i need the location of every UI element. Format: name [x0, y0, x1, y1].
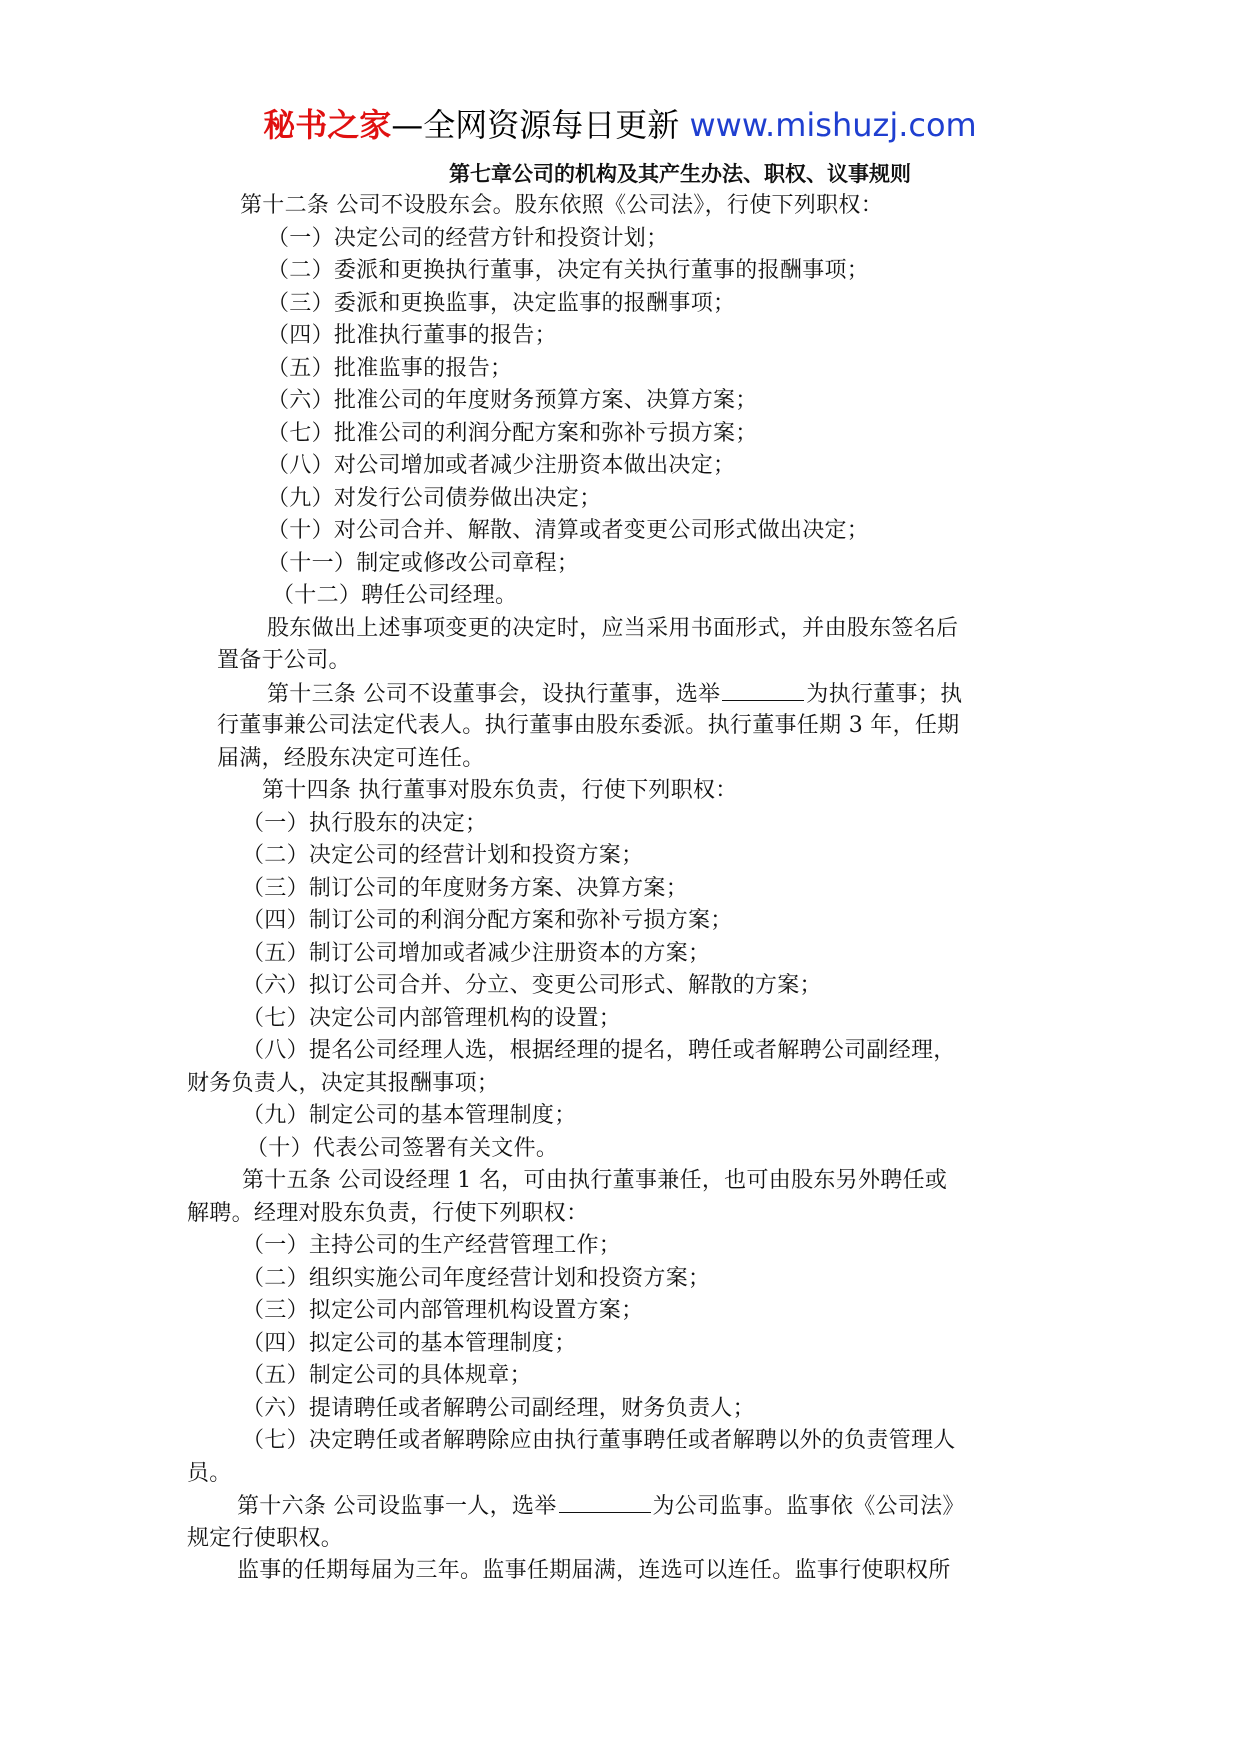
list-item: （八）对公司增加或者减少注册资本做出决定；	[267, 453, 736, 478]
list-item: （五）制订公司增加或者减少注册资本的方案；	[242, 941, 711, 966]
list-item: （一）执行股东的决定；	[242, 811, 488, 836]
list-item: （五）批准监事的报告；	[267, 356, 513, 381]
list-item: （八）提名公司经理人选，根据经理的提名，聘任或者解聘公司副经理，	[242, 1038, 956, 1063]
list-item: （十）代表公司签署有关文件。	[246, 1136, 559, 1161]
list-item: （二）决定公司的经营计划和投资方案；	[242, 843, 644, 868]
elected-supervisor-blank	[559, 1490, 651, 1513]
chapter-title: 第七章公司的机构及其产生办法、职权、议事规则	[449, 162, 911, 186]
elected-director-blank	[722, 678, 804, 701]
list-item: （六）批准公司的年度财务预算方案、决算方案；	[267, 388, 758, 413]
paragraph-line: 股东做出上述事项变更的决定时，应当采用书面形式，并由股东签名后	[267, 616, 959, 641]
article-13-heading	[267, 678, 962, 711]
list-item: （四）批准执行董事的报告；	[267, 323, 557, 348]
paragraph-line: 置备于公司。	[217, 648, 351, 673]
site-header	[0, 103, 1240, 147]
list-item: （四）拟定公司的基本管理制度；	[242, 1331, 577, 1356]
article-13-text-after-blank: 为执行董事；执	[806, 682, 963, 707]
site-url-link[interactable]: www.mishuzj.com	[689, 106, 977, 144]
article-16-text-after-blank: 为公司监事。监事依《公司法》	[652, 1494, 965, 1519]
paragraph-line: 监事的任期每届为三年。监事任期届满，连选可以连任。监事行使职权所	[237, 1558, 951, 1583]
article-13-text-before-blank: 第十三条 公司不设董事会，设执行董事，选举	[267, 682, 721, 707]
paragraph-line: 解聘。经理对股东负责，行使下列职权：	[187, 1201, 589, 1226]
list-item: （一）主持公司的生产经营管理工作；	[242, 1233, 622, 1258]
list-item: （三）制订公司的年度财务方案、决算方案；	[242, 876, 689, 901]
list-item: （三）委派和更换监事，决定监事的报酬事项；	[267, 291, 736, 316]
site-tagline: —全网资源每日更新	[391, 106, 680, 144]
list-item: （一）决定公司的经营方针和投资计划；	[267, 226, 669, 251]
list-item: （六）拟订公司合并、分立、变更公司形式、解散的方案；	[242, 973, 822, 998]
article-12-heading: 第十二条 公司不设股东会。股东依照《公司法》，行使下列职权：	[240, 193, 883, 218]
paragraph-line: 员。	[187, 1461, 232, 1486]
paragraph-line: 财务负责人，决定其报酬事项；	[187, 1071, 500, 1096]
list-item: （十二）聘任公司经理。	[272, 583, 518, 608]
list-item: （九）对发行公司债券做出决定；	[267, 486, 602, 511]
list-item: （十一）制定或修改公司章程；	[267, 551, 580, 576]
article-16-text-before-blank: 第十六条 公司设监事一人，选举	[237, 1494, 557, 1519]
list-item: （五）制定公司的具体规章；	[242, 1363, 532, 1388]
list-item: （九）制定公司的基本管理制度；	[242, 1103, 577, 1128]
list-item: （三）拟定公司内部管理机构设置方案；	[242, 1298, 644, 1323]
list-item: （七）决定公司内部管理机构的设置；	[242, 1006, 622, 1031]
article-15-heading: 第十五条 公司设经理 1 名，可由执行董事兼任，也可由股东另外聘任或	[242, 1168, 948, 1193]
list-item: （二）委派和更换执行董事，决定有关执行董事的报酬事项；	[267, 258, 870, 283]
list-item: （七）决定聘任或者解聘除应由执行董事聘任或者解聘以外的负责管理人	[242, 1428, 956, 1453]
article-14-heading: 第十四条 执行董事对股东负责，行使下列职权：	[262, 778, 738, 803]
paragraph-line: 行董事兼公司法定代表人。执行董事由股东委派。执行董事任期 3 年，任期	[217, 713, 960, 738]
list-item: （七）批准公司的利润分配方案和弥补亏损方案；	[267, 421, 758, 446]
list-item: （六）提请聘任或者解聘公司副经理，财务负责人；	[242, 1396, 755, 1421]
list-item: （二）组织实施公司年度经营计划和投资方案；	[242, 1266, 711, 1291]
site-brand: 秘书之家	[263, 106, 392, 144]
list-item: （十）对公司合并、解散、清算或者变更公司形式做出决定；	[267, 518, 870, 543]
article-16-heading	[237, 1490, 965, 1523]
paragraph-line: 届满，经股东决定可连任。	[217, 746, 485, 771]
list-item: （四）制订公司的利润分配方案和弥补亏损方案；	[242, 908, 733, 933]
paragraph-line: 规定行使职权。	[187, 1526, 344, 1551]
